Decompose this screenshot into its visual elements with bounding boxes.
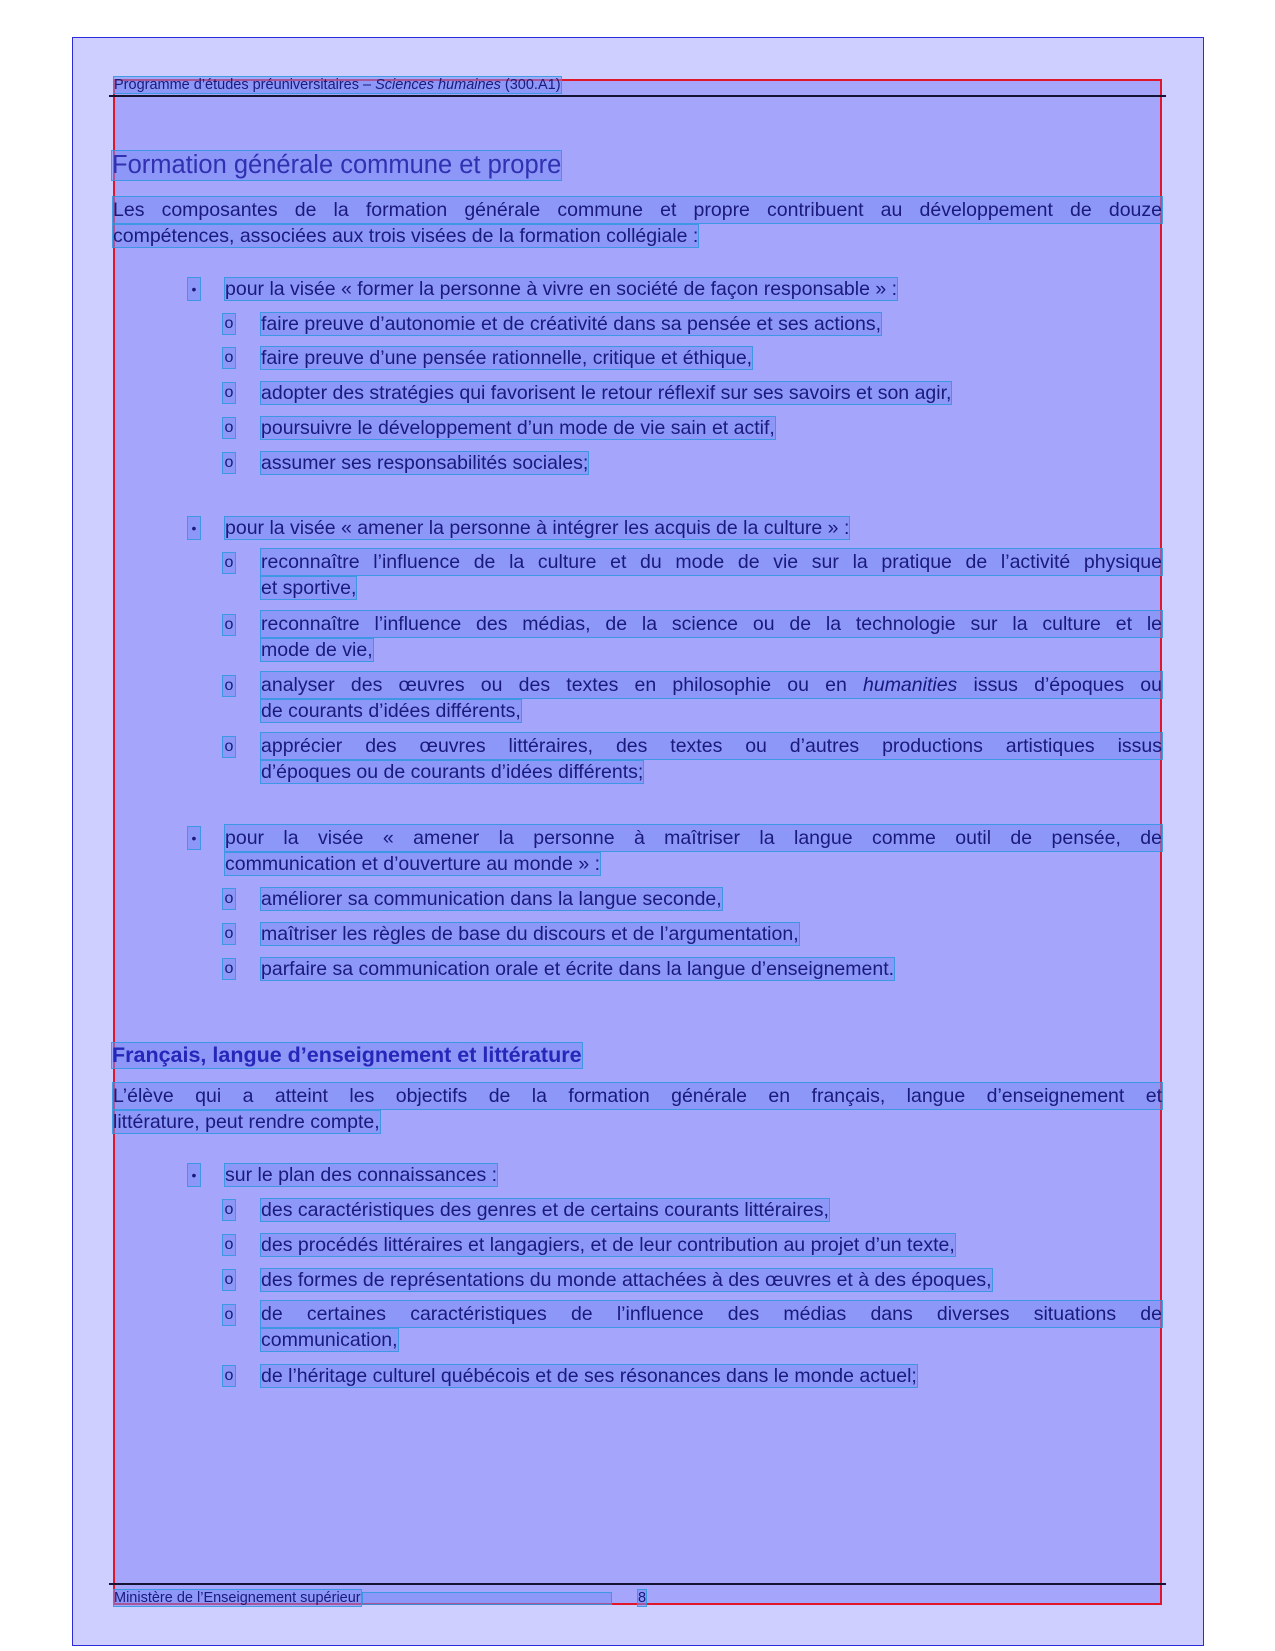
list-item-level2: faire preuve d’autonomie et de créativité dans sa pensée et ses actions, [261,313,882,335]
list-item-level2: assumer ses responsabilités sociales; [261,452,589,474]
sub-bullet-icon: o [224,616,234,633]
list-item-level2: faire preuve d’une pensée rationnelle, critique et éthique, [261,347,753,369]
intro-line: compétences, associées aux trois visées de la formation collégiale : [113,225,699,247]
list-item-level2: apprécier des œuvres littéraires, des textes ou d’autres productions artistiques issus d’époques ou de courants d’idées différents; [261,735,1162,783]
section1-intro [113,197,1162,249]
sub-bullet-icon: o [224,315,234,332]
sub-bullet-icon: o [224,738,234,755]
list-item-level2: de l’héritage culturel québécois et de ses résonances dans le monde actuel; [261,1365,917,1387]
humanities-italic: humanities [863,674,958,696]
sub-bullet-icon: o [224,1236,234,1253]
list-item-level2: des procédés littéraires et langagiers, et de leur contribution au projet d’un texte, [261,1234,955,1256]
list-item-level2: adopter des stratégies qui favorisent le retour réflexif sur ses savoirs et son agir, [261,382,952,404]
sub-bullet-icon: o [224,890,234,907]
sub-bullet-icon: o [224,1306,234,1323]
sub-bullet-icon: o [224,554,234,571]
sub-bullet-icon: o [224,384,234,401]
list-item-level2: maîtriser les règles de base du discours et de l’argumentation, [261,923,799,945]
running-header [114,77,561,93]
sub-bullet-icon: o [224,1271,234,1288]
header-code: (300.A1) [500,77,561,93]
sub-bullet-icon: o [224,1367,234,1384]
list-item-level1: pour la visée « former la personne à vivre en société de façon responsable » : [225,278,898,300]
list-item-level2: des caractéristiques des genres et de certains courants littéraires, [261,1199,829,1221]
sub-bullet-icon: o [224,1201,234,1218]
list-item-level2: de certaines caractéristiques de l’influence des médias dans diverses situations de communication, [261,1303,1162,1351]
intro-line: Les composantes de la formation générale commune et propre contribuent au développement de douze [113,199,1162,221]
bullet-icon: • [188,1164,200,1186]
bullet-icon: • [188,278,200,300]
section-title-formation-generale: Formation générale commune et propre [112,151,562,179]
list-item-level2: des formes de représentations du monde attachées à des œuvres et à des époques, [261,1269,992,1291]
list-item-level1: pour la visée « amener la personne à maîtriser la langue comme outil de pensée, de communication et d’ouverture au monde » : [225,827,1162,875]
sub-bullet-icon: o [224,454,234,471]
sub-bullet-icon: o [224,925,234,942]
list-item-level2: parfaire sa communication orale et écrite dans la langue d’enseignement. [261,958,895,980]
sub-bullet-icon: o [224,960,234,977]
bullet-icon: • [188,827,200,849]
sub-bullet-icon: o [224,677,234,694]
intro-line: littérature, peut rendre compte, [113,1111,380,1133]
footer-rule [109,1583,1166,1585]
list-item-level2: améliorer sa communication dans la langue seconde, [261,888,722,910]
list-item-level1: pour la visée « amener la personne à intégrer les acquis de la culture » : [225,517,850,539]
section-title-francais: Français, langue d’enseignement et littérature [112,1043,582,1067]
justified-line-with-italic: analyser des œuvres ou des textes en philosophie ou en humanities issus d’époques ou [261,674,1162,696]
footer-ministry: Ministère de l’Enseignement supérieur [114,1590,611,1606]
list-item-level2: reconnaître l’influence de la culture et du mode de vie sur la pratique de l’activité physique et sportive, [261,551,1162,599]
sub-bullet-icon: o [224,419,234,436]
list-item-level2: reconnaître l’influence des médias, de la science ou de la technologie sur la culture et le mode de vie, [261,613,1162,661]
header-prefix: Programme d’études préuniversitaires – [114,77,376,93]
header-program: Sciences humaines [375,77,501,93]
list-item-level2: poursuivre le développement d’un mode de vie sain et actif, [261,417,775,439]
list-item-level2: analyser des œuvres ou des textes en philosophie ou en humanities issus d’époques ou de courants d’idées différents, [261,674,1162,722]
page-number: 8 [638,1590,647,1606]
bullet-icon: • [188,517,200,539]
sub-bullet-icon: o [224,349,234,366]
intro-line: L’élève qui a atteint les objectifs de la formation générale en français, langue d’enseignement et [113,1085,1162,1107]
list-item-level1: sur le plan des connaissances : [225,1164,498,1186]
section2-intro [113,1083,1162,1135]
header-rule [109,95,1166,97]
footer-leader [363,1593,611,1604]
